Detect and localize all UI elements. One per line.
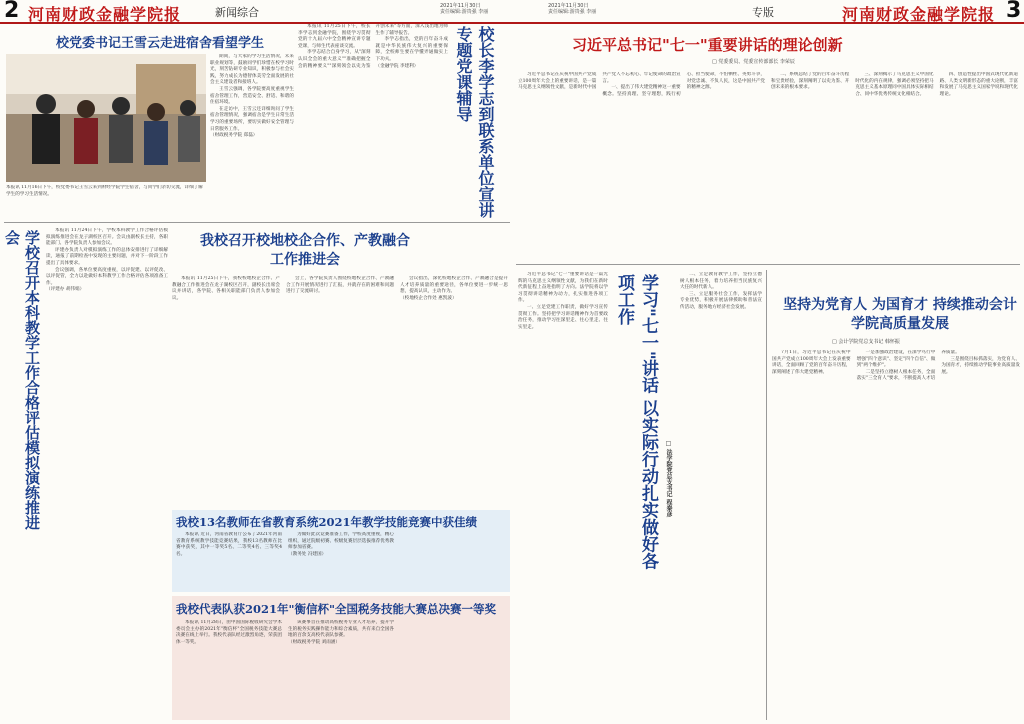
headline-story1: 习近平总书记"七一"重要讲话的理论创新 — [572, 36, 843, 54]
story5-paragraph: 本报讯 近日，河南省教育厅公布了2021年河南省教育系统教学技能竞赛结果，我校13名教师在比赛中获奖，其中一等奖5名、二等奖4名、三等奖4名。 — [176, 532, 282, 557]
newspaper-page-right — [512, 0, 1024, 724]
divider — [766, 270, 767, 720]
masthead-right — [512, 0, 1024, 24]
page-number: 2 — [4, 0, 20, 23]
masthead-left — [0, 0, 512, 24]
headline-story2: 校长李学志到联系单位宣讲专题党课辅导 — [454, 26, 495, 218]
page-number: 3 — [1006, 0, 1022, 23]
story1-paragraph: 王雪云强调，各学院要高度重视学生宿舍管理工作，营造安全、舒适、和谐的住宿环境。 — [210, 86, 294, 106]
byline-story2: □ 法学院党总支书记 程秦彦 — [665, 440, 672, 518]
story4-editor: （校地校企合作处 惠凯波） — [400, 295, 457, 301]
story4-paragraph: 本报讯 11月25日下午，我校校地校企合作、产教融合工作推进会在龙子湖校区召开，副校长出席会议并讲话，各学院、各相关职能部门负责人参加会议。 — [172, 276, 280, 301]
story2-paragraph: 一、立足党建工作职责，做好学习宣传贯彻工作。坚持把学习讲话精神作为首要政治任务，推动学习往深里走、往心里走、往实里走。 — [518, 304, 608, 330]
story2-paragraph: 本报讯 11月25日下午，校长李学志到金融学院，围绕学习贯彻党的十九届六中全会精神宣讲专题党课，与师生代表座谈交流。 — [298, 24, 371, 49]
headline-story3: 坚持为党育人 为国育才 持续推动会计学院高质量发展 — [783, 297, 1017, 332]
story2-paragraph: 李学志结合自身学习，从"深刻认识全会的重大意义""准确把握全会的精神要义""深刻领会以史为鉴开创未来"等方面，深入浅出地为师生作了辅导报告。 — [298, 24, 448, 69]
story2-paragraph: 二、立足教育教学工作，坚持立德树人根本任务，着力培养担当民族复兴大任的时代新人。 — [680, 272, 762, 291]
story3-paragraph: 评建办负责人对模拟演练工作的总体安排进行了详细解读，通报了前期检查中发现的主要问题，并对下一阶段工作提出了具体要求。 — [46, 247, 168, 266]
story3-paragraph: 一是加强政治建设，在深学笃行中增强"四个意识"、坚定"四个自信"、做到"两个维护"。 — [856, 350, 936, 369]
story6-paragraph: 本报讯 11月28日，由中国国际税收研究会学术委员会主办的2021年"衡信杯"全国税务技能大赛总决赛在线上举行。我校代表队经过激烈角逐，荣获团体一等奖。 — [176, 620, 282, 645]
story6-editor: （财政税务学院 刘雨涵） — [288, 639, 340, 645]
story3-paragraph: 本报讯 11月24日下午，学校本科教学工作合格评估模拟演练推进会在龙子湖校区召开。会议由副校长主持，各职能部门、各学院负责人参加会议。 — [46, 228, 168, 247]
headline-story1: 校党委书记王雪云走进宿舍看望学生 — [56, 36, 265, 51]
byline-story1: □ 党委委员、党委宣传部部长 李荣辰 — [712, 59, 795, 65]
story1-paragraph: 一、提出了伟大建党精神这一重要概念。坚持真理、坚守理想，践行初心、担当使命，不怕牺牲、英勇斗争，对党忠诚、不负人民，这是中国共产党的精神之源。 — [602, 72, 765, 97]
newspaper-brand: 河南财政金融学院报 — [28, 5, 182, 24]
story1-paragraph: 四、创造性提出中国式现代化新道路、人类文明新形态的重大论断，丰富和发展了马克思主义国家学说和现代化理论。 — [939, 72, 1018, 97]
story4-paragraph: 会上，各学院负责人围绕校地校企合作、产教融合工作开展情况进行了汇报，并就存在的困难和问题进行了交流研讨。 — [286, 276, 394, 295]
story1-body — [518, 72, 1018, 262]
story2-paragraph: 李学志指出，党的百年奋斗成就是中华民族伟大复兴的重要保障，全校师生要在学懂弄通做实上下功夫。 — [375, 37, 448, 62]
headline-story2: 学习"七一"讲话 以实际行动扎实做好各项工作 — [614, 274, 658, 570]
story5-body — [176, 532, 506, 590]
story3-paragraph: 7月1日，习近平总书记在庆祝中国共产党成立100周年大会上发表重要讲话，全面回顾了党的百年奋斗历程，深刻阐述了伟大建党精神。 — [772, 350, 851, 375]
headline-story3: 学校召开本科教学工作合格评估模拟演练推进会 — [3, 230, 41, 530]
story2-paragraph: 三、立足服务社会工作，发挥法学专业优势，积极开展法律援助和普法宣传活动，服务地方经济社会发展。 — [680, 291, 762, 310]
story2-editor: （金融学院 李建利） — [375, 63, 419, 69]
photo-caption-story1: 本报讯 11月16日下午，校党委书记王雪云来到财经学院学生宿舍，与同学们亲切交流，详细了解学生的学习生活情况。 — [6, 185, 203, 197]
story3-paragraph: 二是坚持立德树人根本任务，全面落实"三全育人"要求，不断提高人才培养质量。 — [856, 350, 960, 382]
headline-story5: 我校13名教师在省教育系统2021年教学技能竞赛中获佳绩 — [176, 515, 478, 529]
story6-paragraph: 该赛事旨在推动高校税务专业人才培养，提升学生的税务实践操作能力和综合素质，共有来自全国各地的百余支高校代表队参赛。 — [288, 620, 394, 639]
photo-dormitory-visit — [6, 54, 206, 182]
story1-paragraph: 二、系统总结了党的百年奋斗历程和宝贵经验，深刻阐明了以史为鉴、开创未来的根本要求。 — [770, 72, 850, 91]
story2-body-lead — [518, 272, 608, 720]
story4-body — [172, 276, 508, 506]
headline-story4: 我校召开校地校企合作、产教融合工作推进会 — [200, 233, 410, 268]
story3-body — [772, 350, 1020, 720]
issue-meta: 2021年11月30日 责任编辑:游贵强 李丽 — [548, 3, 597, 15]
section-name: 专版 — [752, 6, 774, 19]
divider — [516, 264, 1020, 265]
story4-paragraph: 会议指出，深化校地校企合作、产教融合是提升人才培养质量的重要途径，各单位要进一步统一思想，提高认识，主动作为。 — [400, 276, 508, 295]
story2-paragraph: 习近平总书记"七一"重要讲话是一篇光辉的马克思主义纲领性文献，为我们在新时代新征程上奋进指明了方向。法学院将以学习贯彻讲话精神为动力，扎实推进各项工作。 — [518, 272, 608, 304]
story2-body — [298, 24, 448, 220]
story1-body — [210, 54, 294, 220]
byline-story3: □ 会计学院党总支书记 韩怀振 — [832, 339, 900, 345]
story1-paragraph: 习近平总书记在庆祝中国共产党成立100周年大会上的重要讲话，是一篇马克思主义纲领性文献，是新时代中国共产党人不忘初心、牢记使命的政治宣言。 — [518, 72, 681, 91]
story1-paragraph: 三、深刻揭示了马克思主义中国化时代化的内在规律，强调必须坚持把马克思主义基本原理同中国具体实际相结合、同中华优秀传统文化相结合。 — [855, 72, 934, 97]
story3-body — [46, 228, 168, 718]
story5-paragraph: 为做好此次竞赛准备工作，学校高度重视，精心组织，通过院级初赛、校级复赛层层选拔推荐优秀教师参加省赛。 — [288, 532, 394, 551]
section-name: 新闻综合 — [215, 6, 259, 19]
story1-editor: （财政税务学院 郑磊） — [210, 133, 258, 139]
story1-paragraph: 期间，与大家的学习生活情况，未来职业规划等，鼓励同学们珍惜在校学习时光，刻苦钻研专业知识，积极参与社会实践，努力成长为德智体美劳全面发展的社会主义建设者和接班人。 — [210, 54, 294, 86]
story1-paragraph: 在走访中，王雪云还详细询问了学生宿舍管理情况，强调宿舍是学生日常生活学习的重要场所，要切实做好安全管理与日常服务工作。 — [210, 106, 294, 132]
newspaper-brand: 河南财政金融学院报 — [842, 5, 996, 24]
story2-body — [680, 272, 762, 720]
story3-editor: （评建办 胡伟娟） — [46, 287, 85, 293]
story5-editor: （教务处 冯建国） — [288, 551, 327, 557]
story3-paragraph: 会议强调，各单位要高度重视，以评促建、以评促改、以评促管，全力以赴做好本科教学工作合格评估各项准备工作。 — [46, 267, 168, 286]
issue-meta: 2021年11月30日 责任编辑:游贵强 李丽 — [440, 3, 489, 15]
story3-paragraph: 三是围绕目标抓落实，为党育人、为国育才，持续推动学院事业高质量发展。 — [941, 356, 1020, 375]
divider — [4, 222, 510, 223]
story6-body — [176, 620, 506, 718]
headline-story6: 我校代表队获2021年"衡信杯"全国税务技能大赛总决赛一等奖 — [176, 602, 496, 616]
